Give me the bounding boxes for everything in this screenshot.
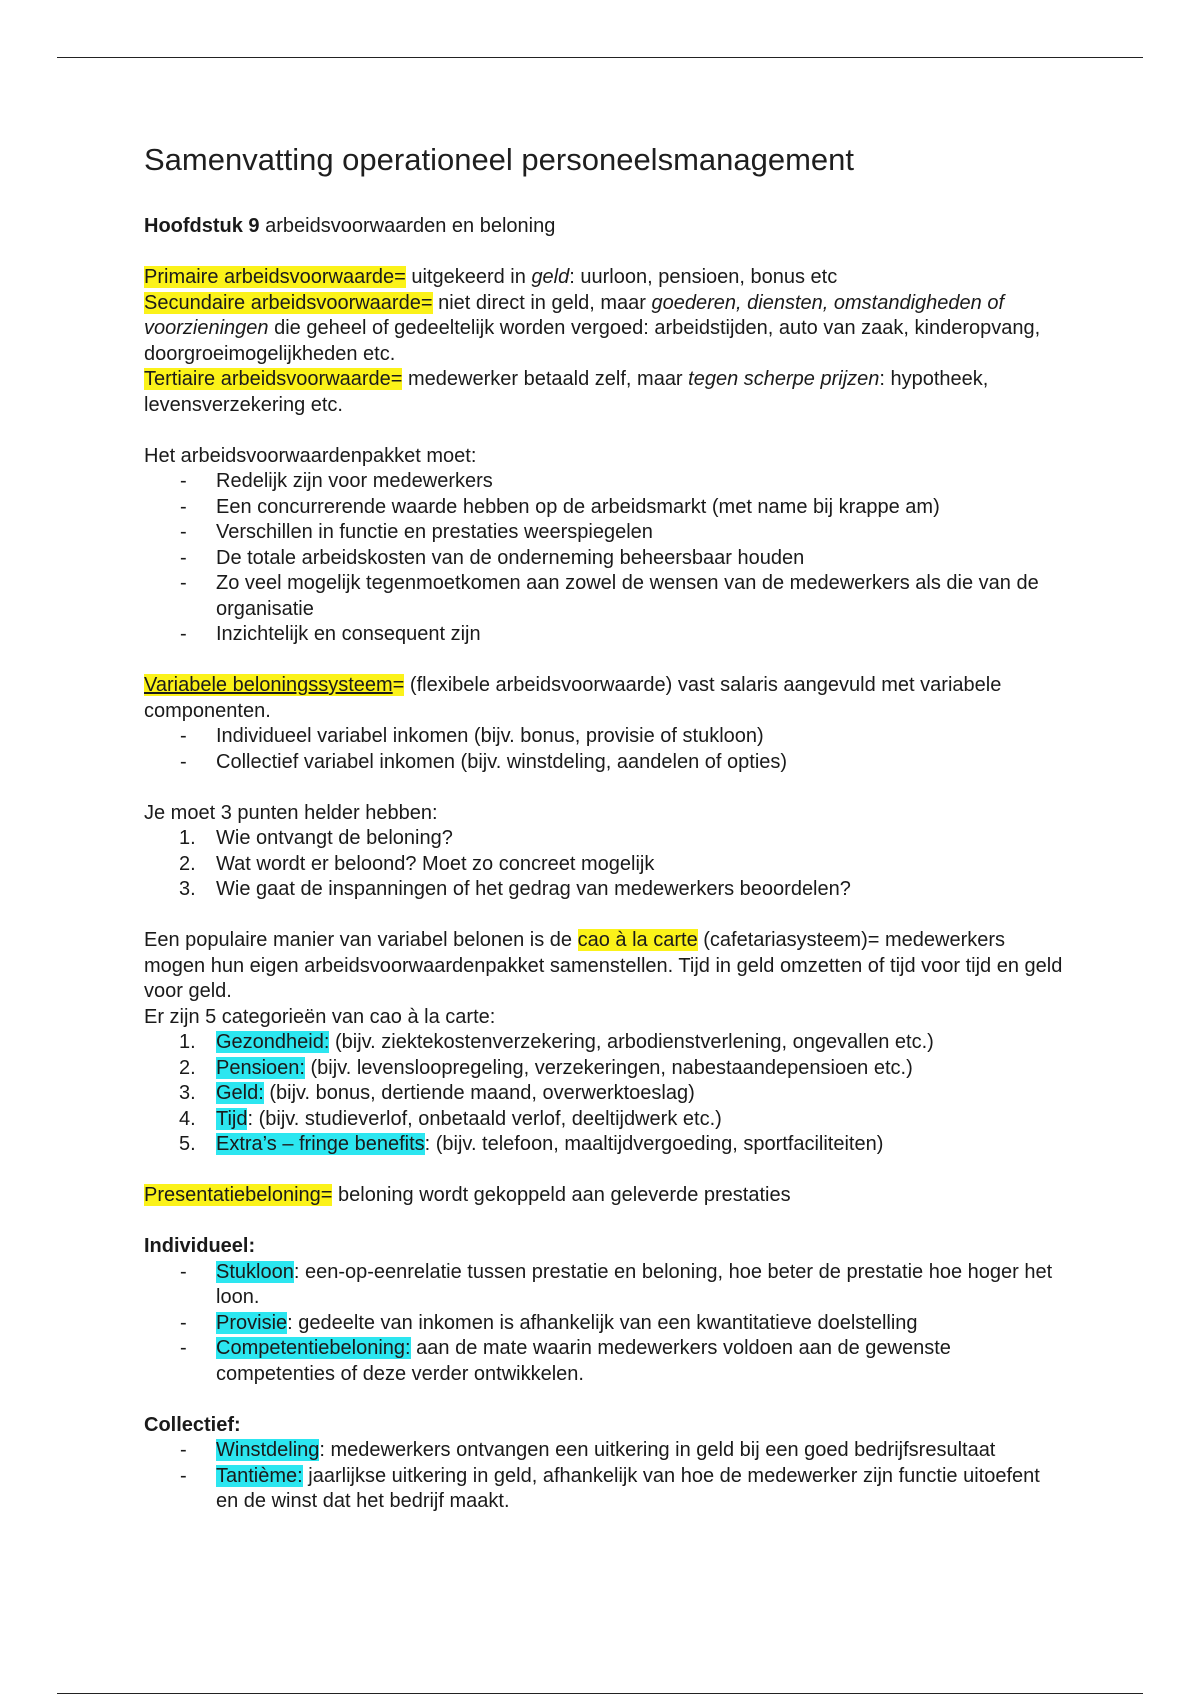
list-item: 1. Wie ontvangt de beloning? — [179, 827, 453, 849]
list-item: - Collectief variabel inkomen (bijv. winstdeling, aandelen of opties) — [180, 750, 788, 773]
cao-list — [144, 1030, 1064, 1158]
collectief-list — [144, 1438, 1064, 1515]
presentatie-term: Presentatiebeloning= — [144, 1184, 333, 1206]
list-item: 5. Extra’s – fringe benefits: (bijv. telefoon, maaltijdvergoeding, sportfaciliteiten) — [179, 1133, 884, 1155]
punten-intro: Je moet 3 punten helder hebben: — [144, 801, 438, 824]
list-item: - Een concurrerende waarde hebben op de arbeidsmarkt (met name bij krappe am) — [180, 495, 940, 518]
page-title: Samenvatting operationeel personeelsmanagement — [144, 142, 855, 177]
pakket-list — [144, 469, 1064, 648]
presentatie-definition: Presentatiebeloning= beloning wordt gekoppeld aan geleverde prestaties — [144, 1184, 791, 1206]
collectief-heading: Collectief: — [144, 1413, 241, 1436]
individueel-heading: Individueel: — [144, 1235, 256, 1257]
list-item: - Provisie: gedeelte van inkomen is afhankelijk van een kwantitatieve doelstelling — [180, 1311, 918, 1334]
list-item: 2. Wat wordt er beloond? Moet zo concreet mogelijk — [179, 852, 655, 875]
pakket-intro: Het arbeidsvoorwaardenpakket moet: — [144, 444, 477, 467]
secundaire-term: Secundaire arbeidsvoorwaarde= — [144, 291, 433, 314]
punten-list — [144, 826, 1064, 903]
chapter-heading: Hoofdstuk 9 arbeidsvoorwaarden en beloning — [144, 215, 556, 237]
variabel-list — [144, 724, 1064, 775]
list-item: - De totale arbeidskosten van de onderneming beheersbaar houden — [180, 546, 805, 569]
header-rule — [57, 57, 1143, 58]
document-body — [144, 140, 1064, 1515]
variabel-definition: Variabele beloningssysteem= (flexibele arbeidsvoorwaarde) vast salaris aangevuld met variabele componenten. — [144, 674, 1002, 722]
tertiaire-definition: Tertiaire arbeidsvoorwaarde= medewerker betaald zelf, maar tegen scherpe prijzen: hypotheek, levensverzekering etc. — [144, 368, 989, 416]
primaire-definition: Primaire arbeidsvoorwaarde= uitgekeerd in geld: uurloon, pensioen, bonus etc — [144, 266, 838, 288]
list-item: - Winstdeling: medewerkers ontvangen een uitkering in geld bij een goed bedrijfsresultaat — [180, 1439, 996, 1461]
individueel-list — [144, 1260, 1064, 1388]
cao-paragraph: Een populaire manier van variabel belonen is de cao à la carte (cafetariasysteem)= medewerkers mogen hun eigen arbeidsvoorwaardenpakket samenstellen. Tijd in geld omzetten of tijd voor tijd en geld voor geld. — [144, 929, 1063, 1002]
cao-intro: Er zijn 5 categorieën van cao à la carte: — [144, 1005, 496, 1028]
cao-term: cao à la carte — [577, 929, 698, 951]
variabel-term: Variabele beloningssysteem= — [144, 674, 405, 696]
list-item: - Competentiebeloning: aan de mate waarin medewerkers voldoen aan de gewenste competenties of deze verder ontwikkelen. — [180, 1337, 951, 1385]
list-item: - Individueel variabel inkomen (bijv. bonus, provisie of stukloon) — [180, 725, 764, 747]
tertiaire-term: Tertiaire arbeidsvoorwaarde= — [144, 368, 403, 390]
list-item: - Verschillen in functie en prestaties weerspiegelen — [180, 521, 653, 543]
list-item: 2. Pensioen: (bijv. levensloopregeling, verzekeringen, nabestaandepensioen etc.) — [179, 1056, 913, 1079]
list-item: - Zo veel mogelijk tegenmoetkomen aan zowel de wensen van de medewerkers als die van de organisatie — [180, 572, 1039, 620]
list-item: 3. Wie gaat de inspanningen of het gedrag van medewerkers beoordelen? — [179, 878, 851, 900]
primaire-term: Primaire arbeidsvoorwaarde= — [144, 266, 406, 288]
list-item: - Stukloon: een-op-eenrelatie tussen prestatie en beloning, hoe beter de prestatie hoe hoger het loon. — [180, 1260, 1053, 1308]
footer-rule — [57, 1693, 1143, 1694]
list-item: - Redelijk zijn voor medewerkers — [180, 470, 493, 492]
secundaire-definition: Secundaire arbeidsvoorwaarde= niet direct in geld, maar goederen, diensten, omstandigheden of voorzieningen die geheel of gedeeltelijk worden vergoed: arbeidstijden, auto van zaak, kinderopvang, doorgroeimogelijkheden etc. — [144, 291, 1041, 365]
list-item: 1. Gezondheid: (bijv. ziektekostenverzekering, arbodienstverlening, ongevallen etc.) — [179, 1031, 934, 1053]
list-item: - Inzichtelijk en consequent zijn — [180, 623, 481, 645]
list-item: 3. Geld: (bijv. bonus, dertiende maand, overwerktoeslag) — [179, 1082, 695, 1104]
list-item: 4. Tijd: (bijv. studieverlof, onbetaald verlof, deeltijdwerk etc.) — [179, 1107, 722, 1130]
list-item: - Tantième: jaarlijkse uitkering in geld, afhankelijk van hoe de medewerker zijn functie uitoefent en de winst dat het bedrijf maakt. — [180, 1464, 1040, 1512]
